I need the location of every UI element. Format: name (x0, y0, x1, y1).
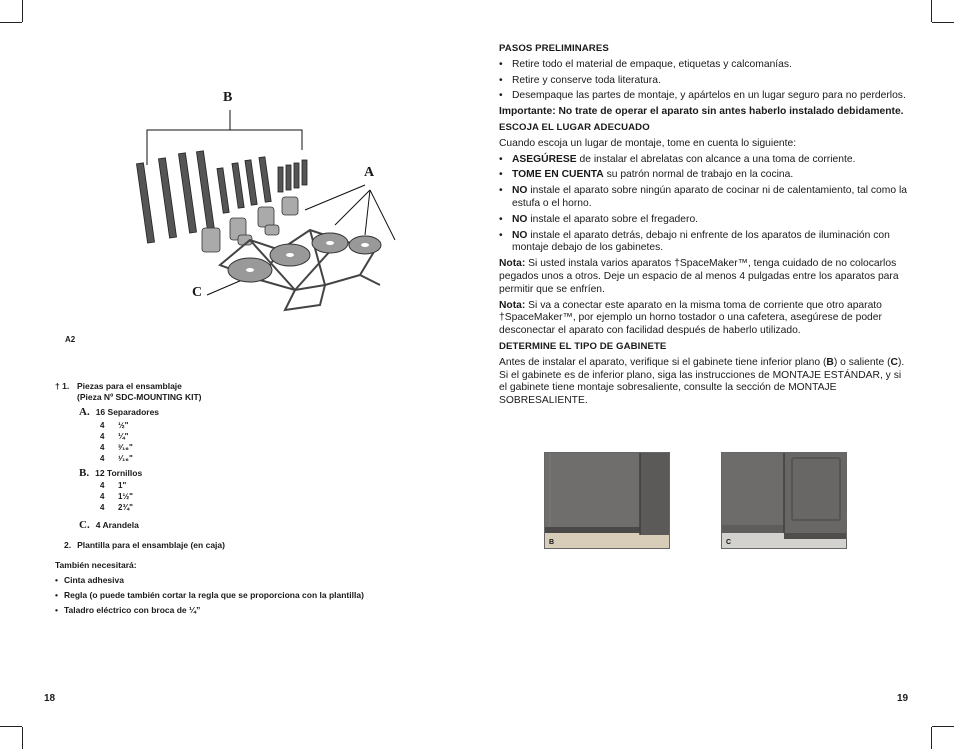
mounting-kit-figure (120, 85, 420, 325)
figure-label-b: B (223, 90, 233, 105)
list-item: • Desempaque las partes de montaje, y apártelos en un lugar seguro para no perderlos. (499, 90, 909, 103)
part-a (79, 406, 159, 418)
quantity: 4 (100, 454, 105, 463)
item-number: † 1. (55, 381, 70, 391)
list-item: • Cinta adhesiva (55, 573, 455, 588)
crop-mark (932, 726, 954, 727)
cabinet-paragraph: Antes de instalar el aparato, verifique si el gabinete tiene inferior plano (B) o saliente (C). Si el gabinete es de inferior plano, siga las instrucciones de MONTAJE ESTÁNDAR, y si el gabinete tiene montaje sobresaliente, consulte la sección de MONTAJE SOBRESALIENTE. (499, 356, 905, 407)
part-letter: B. (79, 467, 90, 479)
list-item: • ASEGÚRESE de instalar el abrelatas con alcance a una toma de corriente. (499, 154, 909, 167)
item-title: Plantilla para el ensamblaje (en caja) (77, 540, 225, 550)
list-item: • NO instale el aparato sobre ningún aparato de cocinar ni de calentamiento, tal como la estufa o el horno. (499, 185, 909, 211)
part-b-quantities (100, 480, 133, 513)
crop-mark (931, 727, 932, 749)
list-item: • Regla (o puede también cortar la regla que se proporciona con la plantilla) (55, 588, 455, 603)
part-b (79, 467, 142, 479)
image-label: B (549, 539, 555, 546)
quantity: 4 (100, 481, 105, 490)
part-letter: A. (79, 406, 90, 418)
cabinet-flat-image (544, 452, 670, 549)
part-letter: C. (79, 519, 90, 531)
size: ¹⁄₁₆" (118, 454, 133, 463)
figure-label-a: A (364, 165, 375, 180)
section-title: DETERMINE EL TIPO DE GABINETE (499, 340, 667, 352)
list-item: • NO instale el aparato detrás, debajo ni enfrente de los aparatos de iluminación con montaje debajo de los gabinetes. (499, 230, 909, 256)
right-page-text (499, 43, 909, 411)
cabinet-recessed-image (721, 452, 847, 549)
size: 1½" (118, 492, 133, 501)
list-item: • NO instale el aparato sobre el fregadero. (499, 214, 909, 227)
figure-id: A2 (65, 335, 76, 344)
tools-needed (55, 558, 455, 618)
part-label: 12 Tornillos (95, 468, 143, 478)
item-title: Piezas para el ensamblaje (77, 381, 182, 391)
item-number: 2. (64, 540, 72, 550)
note-2: Nota: Si va a conectar este aparato en la misma toma de corriente que otro aparato †SpaceMaker™, por ejemplo un horno tostador o una cafetera, asegúrese de poder desconectar el aparato con facilidad después de haberlo utilizado. (499, 299, 882, 337)
page-number: 19 (897, 693, 909, 704)
size: 1" (118, 481, 127, 490)
part-c (79, 519, 139, 531)
size: 2¾" (118, 503, 133, 512)
mounting-kit-illustration (120, 85, 420, 325)
item-2 (64, 540, 225, 550)
part-label: 4 Arandela (95, 520, 139, 530)
list-item: • Retire todo el material de empaque, etiquetas y calcomanías. (499, 59, 909, 72)
part-label: 16 Separadores (95, 407, 160, 417)
list-item: • Taladro eléctrico con broca de ¼” (55, 603, 455, 618)
page-number: 18 (44, 693, 56, 704)
size: ³⁄₁₆" (118, 443, 133, 452)
part-a-quantities (100, 420, 133, 464)
quantity: 4 (100, 421, 105, 430)
quantity: 4 (100, 443, 105, 452)
quantity: 4 (100, 492, 105, 501)
note-1: Nota: Si usted instala varios aparatos †SpaceMaker™, tenga cuidado de no colocarlos pegados unos a otros. Deje un espacio de al menos 4 pulgadas entre los aparatos para permitir que se enfríen. (499, 258, 899, 295)
quantity: 4 (100, 503, 105, 512)
section-title: PASOS PRELIMINARES (499, 43, 609, 54)
crop-mark (932, 22, 954, 23)
section-title: ESCOJA EL LUGAR ADECUADO (499, 121, 650, 133)
size: ¼" (118, 432, 129, 441)
list-item: • TOME EN CUENTA su patrón normal de trabajo en la cocina. (499, 169, 909, 182)
image-label: C (726, 539, 732, 546)
cabinet-recessed-illustration (722, 453, 846, 548)
section-intro: Cuando escoja un lugar de montaje, tome en cuenta lo siguiente: (499, 137, 797, 149)
quantity: 4 (100, 432, 105, 441)
list-item: • Retire y conserve toda literatura. (499, 75, 909, 88)
important-note: Importante: No trate de operar el aparato sin antes haberlo instalado debidamente. (499, 106, 904, 118)
cabinet-flat-illustration (545, 453, 669, 548)
item-subtitle: (Pieza Nº SDC-MOUNTING KIT) (77, 392, 202, 402)
tools-heading: También necesitará: (55, 560, 137, 570)
figure-label-c: C (192, 285, 203, 300)
size: ½" (118, 421, 129, 430)
crop-mark (931, 0, 932, 22)
parts-list (55, 381, 455, 403)
